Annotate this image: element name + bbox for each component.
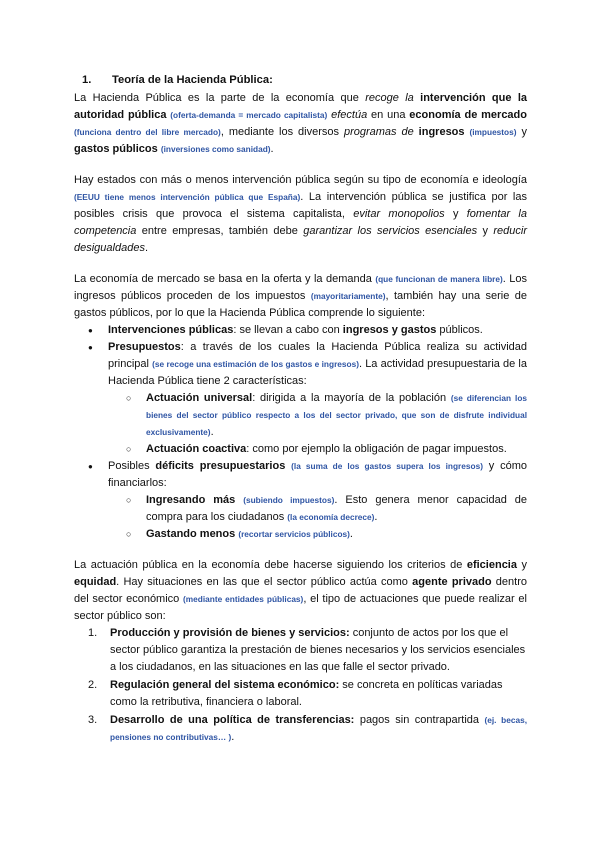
paragraph-definition: La Hacienda Pública es la parte de la economía que recoge la intervención que la autoridad pública (oferta-demanda = mercado capitalista) efectúa en una economía de mercado (funciona dentro del libre mercado), mediante los diversos programas de ingresos (impuestos) y gastos públicos (inversiones como sanidad).: [74, 92, 528, 155]
sub-list: [108, 390, 527, 458]
list-item: ○ Actuación coactiva: como por ejemplo la obligación de pagar impuestos.: [74, 441, 527, 458]
note: (oferta-demanda = mercado capitalista): [170, 110, 328, 120]
section-heading: [74, 72, 527, 89]
list-item: ● Intervenciones públicas: se llevan a cabo con ingresos y gastos públicos.: [74, 322, 527, 339]
note: (funciona dentro del libre mercado): [74, 127, 221, 137]
list-item: ● Presupuestos: a través de los cuales la Hacienda Pública realiza su actividad principal (se recoge una estimación de los gastos e ingresos). La actividad presupuestaria de la Hacienda Pública tiene 2 características: ○ Actuación universal: dirigida a la mayoría de la población (se diferencian los bienes del sector público respecto a los del sector privado, que son de disfrute individual exclusivamente). ○ Actuación coactiva: como por ejemplo la obligación de pagar impuestos.: [74, 339, 527, 458]
list-item: 3. Desarrollo de una política de transferencias: pagos sin contrapartida (ej. becas, pensiones no contributivas… ).: [88, 714, 528, 743]
note: (mediante entidades públicas): [183, 594, 304, 604]
bullet-list: [74, 322, 527, 543]
note: (EEUU tiene menos intervención pública que España): [74, 192, 301, 202]
heading-number: 1.: [82, 74, 92, 86]
list-item: ● Posibles déficits presupuestarios (la suma de los gastos supera los ingresos) y cómo financiarlos: ○ Ingresando más (subiendo impuestos). Esto genera menor capacidad de compra para los ciudadanos (la economía decrece). ○ Gastando menos (recortar servicios públicos).: [74, 458, 527, 543]
note: (ej. becas, pensiones no contributivas… ): [110, 715, 528, 742]
note: (recortar servicios públicos): [238, 529, 350, 539]
document-page: [74, 72, 527, 747]
list-item: ○ Ingresando más (subiendo impuestos). Esto genera menor capacidad de compra para los ciudadanos (la economía decrece).: [74, 492, 527, 526]
note: (la suma de los gastos supera los ingresos): [291, 461, 483, 471]
paragraph-intervention: Hay estados con más o menos intervención pública según su tipo de economía e ideología (EEUU tiene menos intervención pública que España). La intervención pública se justifica por las posibles crisis que provoca el sistema capitalista, evitar monopolios y fomentar la competencia entre empresas, también debe garantizar los servicios esenciales y reducir desigualdades.: [74, 174, 527, 254]
numbered-list: [74, 625, 527, 746]
note: (inversiones como sanidad): [160, 144, 271, 154]
list-item: ○ Actuación universal: dirigida a la mayoría de la población (se diferencian los bienes del sector público respecto a los del sector privado, que son de disfrute individual exclusivamente).: [74, 390, 527, 441]
note: (subiendo impuestos): [243, 495, 335, 505]
heading-title: Teoría de la Hacienda Pública:: [112, 74, 273, 86]
paragraph-criteria: La actuación pública en la economía debe hacerse siguiendo los criterios de eficiencia y equidad. Hay situaciones en las que el sector público actúa como agente privado dentro del sector económico (mediante entidades públicas), el tipo de actuaciones que puede realizar el sector público son:: [74, 559, 527, 622]
note: (mayoritariamente): [310, 291, 386, 301]
sub-list: [108, 492, 527, 543]
note: (impuestos): [469, 127, 517, 137]
paragraph-market-economy: La economía de mercado se basa en la oferta y la demanda (que funcionan de manera libre). Los ingresos públicos proceden de los impuestos (mayoritariamente), también hay una serie de gastos públicos, por lo que la Hacienda Pública comprende lo siguiente:: [74, 273, 528, 319]
note: (se recoge una estimación de los gastos e ingresos): [152, 359, 359, 369]
note: (se diferencian los bienes del sector público respecto a los del sector privado, que son de disfrute individual exclusivamente): [146, 393, 527, 437]
note: (que funcionan de manera libre): [375, 274, 503, 284]
list-item: ○ Gastando menos (recortar servicios públicos).: [74, 526, 527, 543]
list-item: 1. Producción y provisión de bienes y servicios: conjunto de actos por los que el sector público garantiza la prestación de bienes necesarios y los servicios esenciales a los ciudadanos, en las situaciones en las que falle el sector privado.: [88, 627, 526, 673]
list-item: 2. Regulación general del sistema económico: se concreta en políticas variadas como la retributiva, financiera o laboral.: [88, 679, 503, 708]
note: (la economía decrece): [287, 512, 375, 522]
